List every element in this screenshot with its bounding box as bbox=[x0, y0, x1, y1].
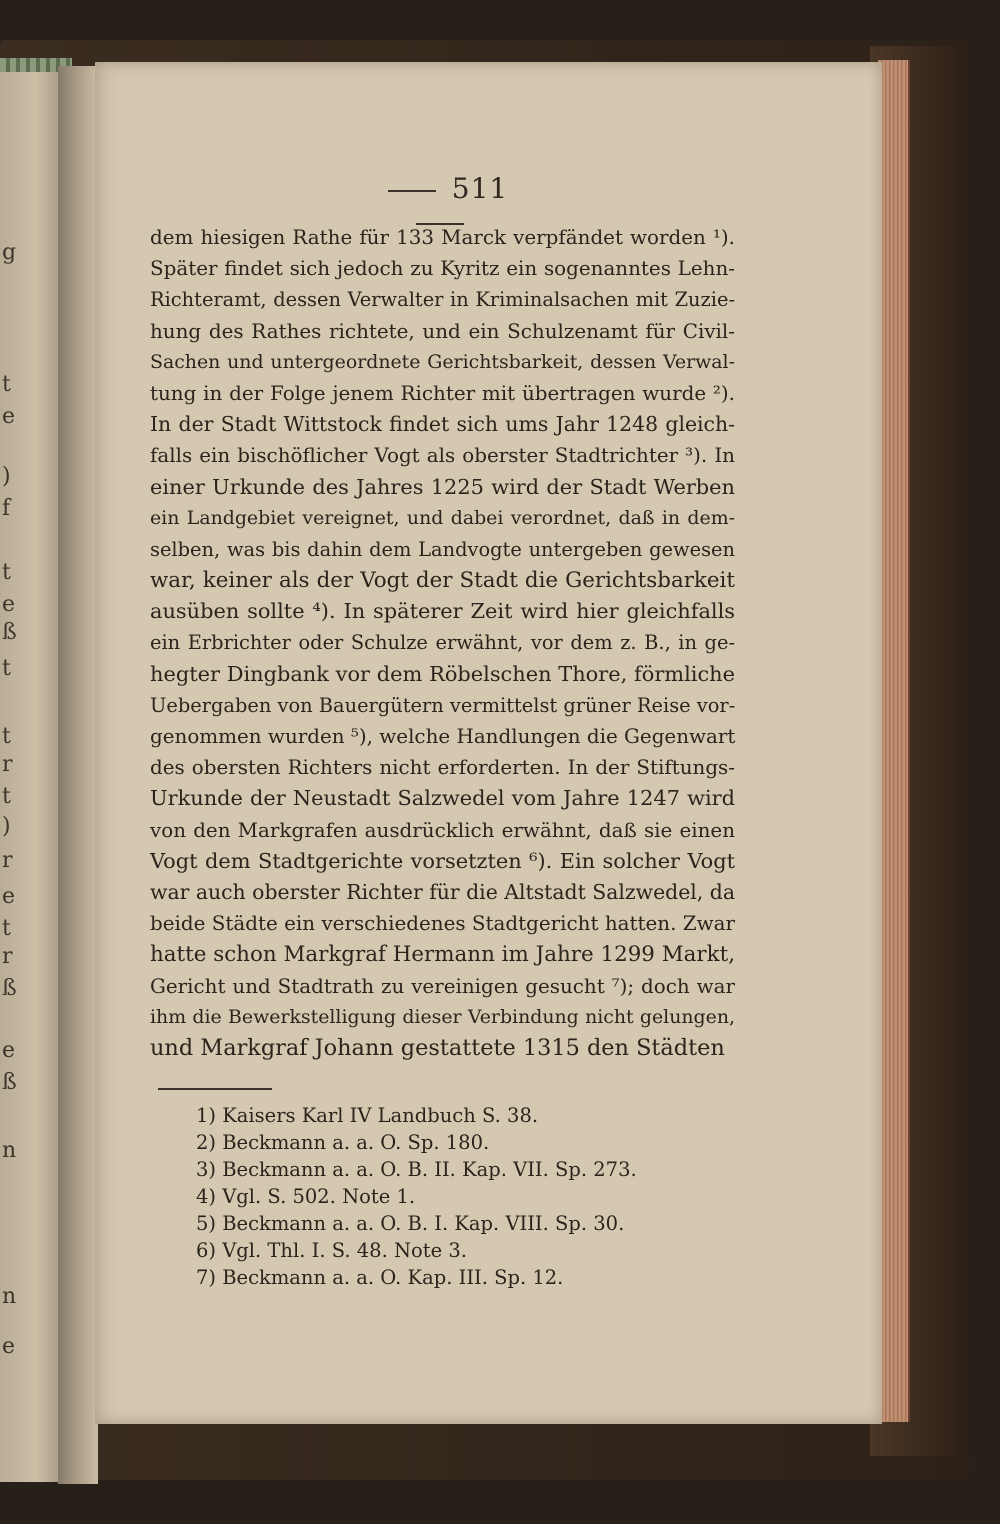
text-line: hegter Dingbank vor dem Röbelschen Thore, förmliche bbox=[150, 661, 735, 686]
left-page-glyph: ß bbox=[2, 976, 17, 1001]
text-line: von den Markgrafen ausdrücklich erwähnt, daß sie einen bbox=[150, 818, 735, 842]
footnote: 6) Vgl. Thl. I. S. 48. Note 3. bbox=[196, 1239, 467, 1262]
left-page-glyph: r bbox=[2, 752, 13, 777]
text-line: einer Urkunde des Jahres 1225 wird der Stadt Werben bbox=[150, 474, 735, 499]
left-page-glyph: t bbox=[2, 724, 11, 749]
text-line: Uebergaben von Bauergütern vermittelst grüner Reise vor- bbox=[150, 693, 736, 717]
left-page-glyph: t bbox=[2, 916, 11, 941]
footnote: 3) Beckmann a. a. O. B. II. Kap. VII. Sp. 273. bbox=[196, 1158, 637, 1181]
text-line: hung des Rathes richtete, und ein Schulzenamt für Civil- bbox=[150, 319, 735, 343]
text-line: und Markgraf Johann gestattete 1315 den Städten bbox=[150, 1034, 725, 1061]
left-page-glyph: n bbox=[2, 1284, 17, 1309]
left-page-glyph: t bbox=[2, 372, 11, 397]
footnote: 5) Beckmann a. a. O. B. I. Kap. VIII. Sp. 30. bbox=[196, 1212, 625, 1235]
text-line: ein Landgebiet vereignet, und dabei verordnet, daß in dem- bbox=[150, 506, 735, 529]
left-page-glyph: r bbox=[2, 944, 13, 969]
text-line: war, keiner als der Vogt der Stadt die Gerichtsbarkeit bbox=[150, 568, 735, 594]
left-page-glyph: ) bbox=[2, 814, 11, 839]
footnote: 7) Beckmann a. a. O. Kap. III. Sp. 12. bbox=[196, 1266, 564, 1289]
left-page-glyph: ß bbox=[2, 1070, 17, 1095]
text-line: In der Stadt Wittstock findet sich ums Jahr 1248 gleich- bbox=[150, 412, 735, 437]
left-page-glyph: f bbox=[2, 496, 11, 521]
body-text bbox=[150, 222, 735, 1064]
text-line: ausüben sollte ⁴). In späterer Zeit wird hier gleichfalls bbox=[150, 599, 735, 624]
text-line: ihm die Bewerkstelligung dieser Verbindung nicht gelungen, bbox=[150, 1005, 735, 1028]
page-number: 511 bbox=[340, 172, 540, 238]
text-line: falls ein bischöflicher Vogt als oberster Stadtrichter ³). In bbox=[150, 444, 735, 468]
text-line: Später findet sich jedoch zu Kyritz ein sogenanntes Lehn- bbox=[150, 257, 735, 281]
text-line: Gericht und Stadtrath zu vereinigen gesucht ⁷); doch war bbox=[150, 974, 735, 998]
text-line: ein Erbrichter oder Schulze erwähnt, vor dem z. B., in ge- bbox=[150, 631, 735, 655]
text-line: des obersten Richters nicht erforderten. In der Stiftungs- bbox=[150, 756, 735, 780]
book-gutter bbox=[58, 66, 98, 1484]
text-line: Urkunde der Neustadt Salzwedel vom Jahre 1247 wird bbox=[150, 786, 735, 811]
text-line: Vogt dem Stadtgerichte vorsetzten ⁶). Ein solcher Vogt bbox=[150, 848, 735, 873]
left-page-glyph: ) bbox=[2, 464, 11, 489]
left-page-glyph: e bbox=[2, 1038, 16, 1063]
left-page-glyph: e bbox=[2, 884, 16, 909]
page-block-edges bbox=[878, 60, 910, 1422]
text-line: dem hiesigen Rathe für 133 Marck verpfändet worden ¹). bbox=[150, 226, 735, 249]
text-line: genommen wurden ⁵), welche Handlungen die Gegenwart bbox=[150, 725, 736, 748]
left-page-glyph: e bbox=[2, 592, 16, 617]
left-page-edge bbox=[0, 72, 60, 1482]
left-page-glyph: ß bbox=[2, 620, 17, 645]
text-line: war auch oberster Richter für die Altstadt Salzwedel, da bbox=[150, 879, 735, 904]
footnotes bbox=[196, 1102, 716, 1291]
left-page-glyph: t bbox=[2, 560, 11, 585]
footnote: 2) Beckmann a. a. O. Sp. 180. bbox=[196, 1131, 490, 1154]
left-page-glyph: e bbox=[2, 404, 16, 429]
footnote: 4) Vgl. S. 502. Note 1. bbox=[196, 1185, 416, 1208]
left-page-glyph: t bbox=[2, 784, 11, 809]
text-line: beide Städte ein verschiedenes Stadtgericht hatten. Zwar bbox=[150, 912, 735, 936]
footnote: 1) Kaisers Karl IV Landbuch S. 38. bbox=[196, 1104, 539, 1127]
left-page-glyph: e bbox=[2, 1334, 16, 1359]
text-line: Sachen und untergeordnete Gerichtsbarkeit, dessen Verwal- bbox=[150, 350, 735, 373]
left-page-glyph: n bbox=[2, 1138, 17, 1163]
text-line: hatte schon Markgraf Hermann im Jahre 1299 Markt, bbox=[150, 942, 735, 968]
footnote-divider bbox=[158, 1088, 272, 1090]
left-page-glyph: g bbox=[2, 240, 17, 265]
text-line: Richteramt, dessen Verwalter in Kriminalsachen mit Zuzie- bbox=[150, 288, 735, 312]
left-page-glyph: t bbox=[2, 656, 11, 681]
text-line: selben, was bis dahin dem Landvogte untergeben gewesen bbox=[150, 537, 735, 561]
left-page-glyph: r bbox=[2, 848, 13, 873]
text-line: tung in der Folge jenem Richter mit übertragen wurde ²). bbox=[150, 381, 735, 405]
